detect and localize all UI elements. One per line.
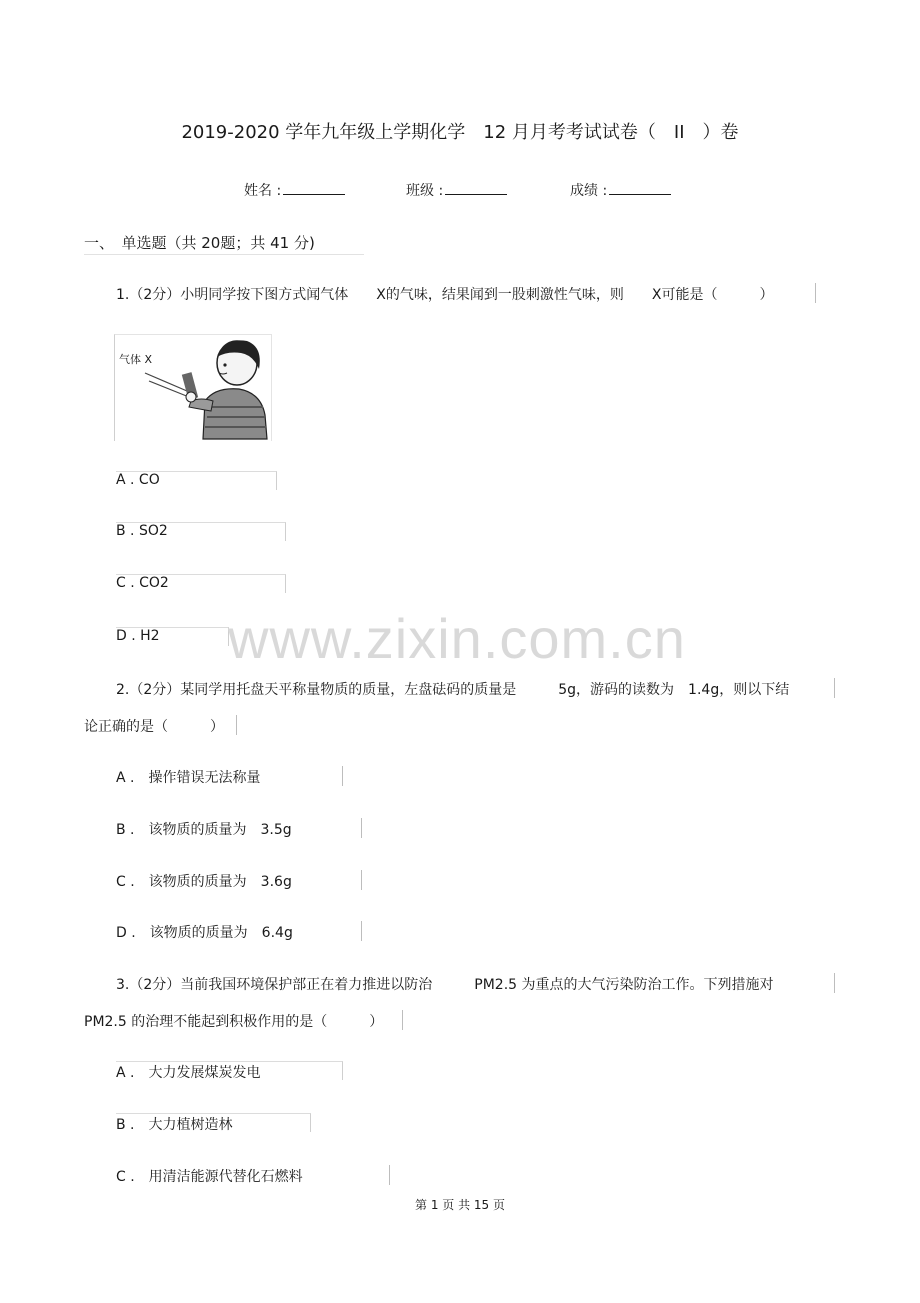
question-3-box-edge-2: [402, 1010, 403, 1030]
class-blank: [445, 182, 507, 195]
section-heading: 一、 单选题（共 20题；共 41 分): [84, 234, 315, 252]
question-1-option-b: B . SO2: [116, 523, 168, 539]
name-field: [244, 180, 345, 200]
class-label: 班级 :: [406, 183, 444, 199]
site-watermark: www.zixin.com.cn: [228, 607, 686, 670]
figure-label-gas-x: 气体 X: [119, 353, 153, 366]
question-2-option-c: C . 该物质的质量为 3.6g: [116, 874, 292, 890]
question-2-option-a: A . 操作错误无法称量: [116, 770, 261, 786]
question-1-option-c: C . CO2: [116, 575, 169, 591]
question-2-stem-line-2: 论正确的是（ ）: [84, 719, 224, 735]
score-blank: [609, 182, 671, 195]
question-2-box-edge-2: [236, 715, 237, 735]
option-box-edge: [361, 818, 362, 838]
option-box: [116, 627, 229, 646]
question-2-stem-line-1: 2.（2分）某同学用托盘天平称量物质的质量，左盘砝码的质量是 5g，游码的读数为 1.4g，则以下结: [116, 682, 790, 698]
score-field: [570, 180, 671, 200]
question-1-option-d: D . H2: [116, 628, 160, 644]
option-box: [116, 471, 277, 490]
question-3-stem-line-1: 3.（2分）当前我国环境保护部正在着力推进以防治 PM2.5 为重点的大气污染防治工作。下列措施对: [116, 977, 774, 993]
question-3-option-b: B . 大力植树造林: [116, 1117, 233, 1133]
name-label: 姓名 :: [244, 183, 282, 199]
option-box: [116, 1113, 311, 1132]
option-box: [116, 574, 286, 593]
option-box-edge: [361, 870, 362, 890]
question-2-box-edge: [834, 678, 835, 698]
option-box-edge: [342, 766, 343, 786]
page-footer: 第 1 页 共 15 页: [415, 1198, 505, 1212]
question-3-option-c: C . 用清洁能源代替化石燃料: [116, 1169, 303, 1185]
section-rule: [84, 254, 364, 255]
question-2-option-b: B . 该物质的质量为 3.5g: [116, 822, 292, 838]
question-3-option-a: A . 大力发展煤炭发电: [116, 1065, 261, 1081]
question-1-stem-line-1: 1.（2分）小明同学按下图方式闻气体 X的气味，结果闻到一股刺激性气味，则 X可能是（ ）: [116, 287, 774, 303]
question-1-figure: [114, 334, 272, 441]
question-3-box-edge: [834, 973, 835, 993]
question-2-option-d: D . 该物质的质量为 6.4g: [116, 925, 293, 941]
option-box-edge: [389, 1165, 390, 1185]
option-box-edge: [361, 921, 362, 941]
exam-title: 2019-2020 学年九年级上学期化学 12 月月考考试试卷（ II ）卷: [181, 122, 739, 143]
score-label: 成绩 :: [570, 183, 608, 199]
class-field: [406, 180, 507, 200]
question-1-option-a: A . CO: [116, 472, 160, 488]
name-blank: [283, 182, 345, 195]
option-box: [116, 1061, 343, 1080]
question-3-stem-line-2: PM2.5 的治理不能起到积极作用的是（ ）: [84, 1014, 384, 1030]
question-1-box-edge: [815, 283, 816, 303]
option-box: [116, 522, 286, 541]
